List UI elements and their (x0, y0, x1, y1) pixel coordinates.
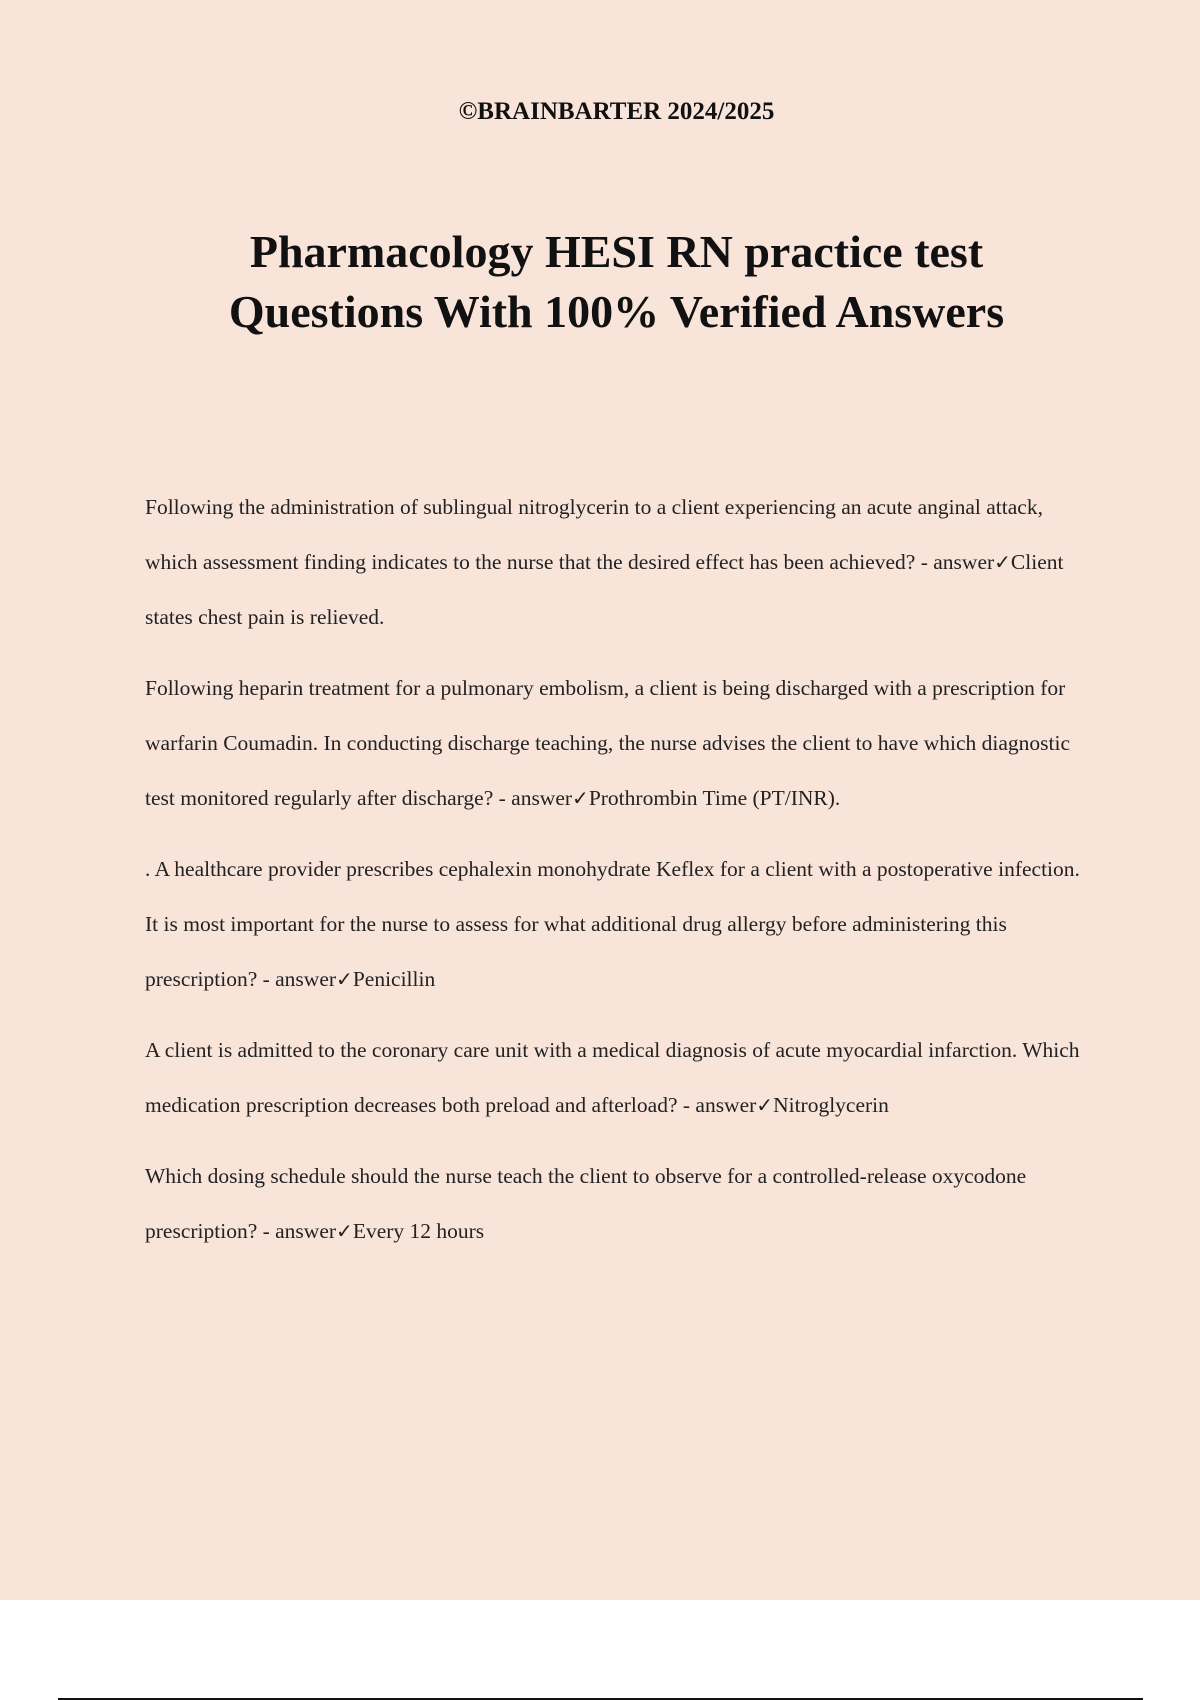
question-text: Following heparin treatment for a pulmonary embolism, a client is being discharged with a prescription for warfarin Coumadin. In conducting discharge teaching, the nurse advises the client to have which diagnostic test monitored regularly after discharge? - answer (145, 676, 1071, 810)
question-text: Which dosing schedule should the nurse teach the client to observe for a controlled-release oxycodone prescription? - answer (145, 1164, 1027, 1243)
answer-text: Every 12 hours (352, 1219, 485, 1243)
checkmark-icon: ✓ (572, 786, 589, 810)
title-line-1: Pharmacology HESI RN practice test (249, 226, 984, 277)
answer-text: Client states chest pain is relieved. (145, 550, 1064, 629)
qa-list (145, 480, 1095, 1275)
qa-item-3 (145, 842, 1095, 1007)
copyright-header: ©BRAINBARTER 2024/2025 (458, 98, 775, 125)
question-text: . A healthcare provider prescribes cephalexin monohydrate Keflex for a client with a postoperative infection. It is most important for the nurse to assess for what additional drug allergy before administering this prescription? - answer (145, 857, 1080, 991)
question-text: Following the administration of sublingual nitroglycerin to a client experiencing an acute anginal attack, which assessment finding indicates to the nurse that the desired effect has been achieved? - answer (145, 495, 1043, 574)
question-text: A client is admitted to the coronary care unit with a medical diagnosis of acute myocardial infarction. Which medication prescription decreases both preload and afterload? - answer (145, 1038, 1080, 1117)
qa-item-5 (145, 1149, 1095, 1259)
checkmark-icon: ✓ (994, 550, 1011, 574)
answer-text: Prothrombin Time (PT/INR). (588, 786, 841, 810)
document-title (0, 222, 1200, 342)
answer-text: Nitroglycerin (773, 1093, 889, 1117)
checkmark-icon: ✓ (756, 1093, 774, 1117)
title-line-2: Questions With 100% Verified Answers (228, 286, 1005, 337)
qa-item-2 (145, 661, 1095, 826)
qa-item-1 (145, 480, 1095, 645)
checkmark-icon: ✓ (336, 1219, 353, 1243)
checkmark-icon: ✓ (336, 967, 353, 991)
answer-text: Penicillin (352, 967, 436, 991)
qa-item-4 (145, 1023, 1095, 1133)
